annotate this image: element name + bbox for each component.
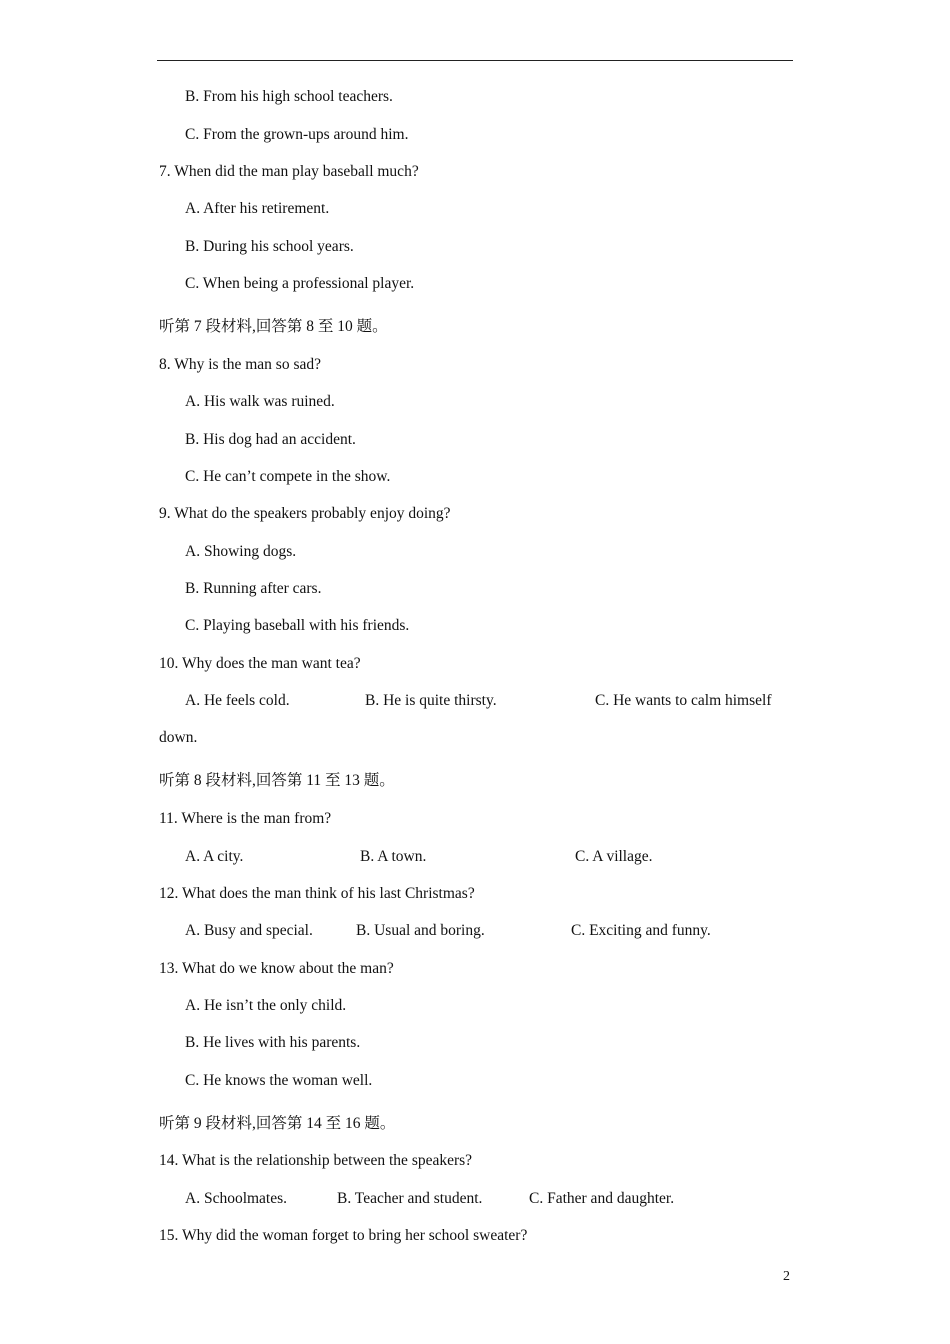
question-11: 11. Where is the man from? <box>159 810 332 827</box>
header-rule <box>157 60 793 61</box>
question-10: 10. Why does the man want tea? <box>159 655 361 672</box>
q7-option-b: B. During his school years. <box>185 238 354 255</box>
q14-option-a: A. Schoolmates. <box>185 1190 288 1207</box>
q9-option-c: C. Playing baseball with his friends. <box>185 617 410 634</box>
question-7: 7. When did the man play baseball much? <box>159 163 419 180</box>
question-12: 12. What does the man think of his last Christmas? <box>159 885 475 902</box>
q8-option-c: C. He can’t compete in the show. <box>185 468 391 485</box>
q11-option-a: A. A city. <box>185 848 244 865</box>
q10-option-b: B. He is quite thirsty. <box>365 692 497 709</box>
q12-option-a: A. Busy and special. <box>185 922 313 939</box>
q7-option-a: A. After his retirement. <box>185 200 330 217</box>
q13-option-a: A. He isn’t the only child. <box>185 997 347 1014</box>
q11-option-c: C. A village. <box>575 848 653 865</box>
q8-option-b: B. His dog had an accident. <box>185 431 356 448</box>
page-number: 2 <box>783 1269 790 1284</box>
question-9: 9. What do the speakers probably enjoy doing? <box>159 505 451 522</box>
q10-option-c: C. He wants to calm himself <box>595 692 772 709</box>
section-8-instruction: 听第 8 段材料,回答第 11 至 13 题。 <box>159 772 395 789</box>
q14-option-c: C. Father and daughter. <box>529 1190 675 1207</box>
q14-option-b: B. Teacher and student. <box>337 1190 483 1207</box>
q9-option-b: B. Running after cars. <box>185 580 322 597</box>
question-14: 14. What is the relationship between the speakers? <box>159 1152 473 1169</box>
q13-option-c: C. He knows the woman well. <box>185 1072 373 1089</box>
q10-option-c-continued: down. <box>159 729 198 746</box>
q12-option-c: C. Exciting and funny. <box>571 922 711 939</box>
section-9-instruction: 听第 9 段材料,回答第 14 至 16 题。 <box>159 1115 396 1132</box>
q13-option-b: B. He lives with his parents. <box>185 1034 361 1051</box>
q12-option-b: B. Usual and boring. <box>356 922 485 939</box>
question-8: 8. Why is the man so sad? <box>159 356 322 373</box>
q11-option-b: B. A town. <box>360 848 427 865</box>
section-7-instruction: 听第 7 段材料,回答第 8 至 10 题。 <box>159 318 388 335</box>
q10-option-a: A. He feels cold. <box>185 692 290 709</box>
q8-option-a: A. His walk was ruined. <box>185 393 335 410</box>
question-15: 15. Why did the woman forget to bring her school sweater? <box>159 1227 528 1244</box>
q6-option-b: B. From his high school teachers. <box>185 88 393 105</box>
q7-option-c: C. When being a professional player. <box>185 275 415 292</box>
question-13: 13. What do we know about the man? <box>159 960 394 977</box>
q6-option-c: C. From the grown-ups around him. <box>185 126 409 143</box>
q9-option-a: A. Showing dogs. <box>185 543 297 560</box>
